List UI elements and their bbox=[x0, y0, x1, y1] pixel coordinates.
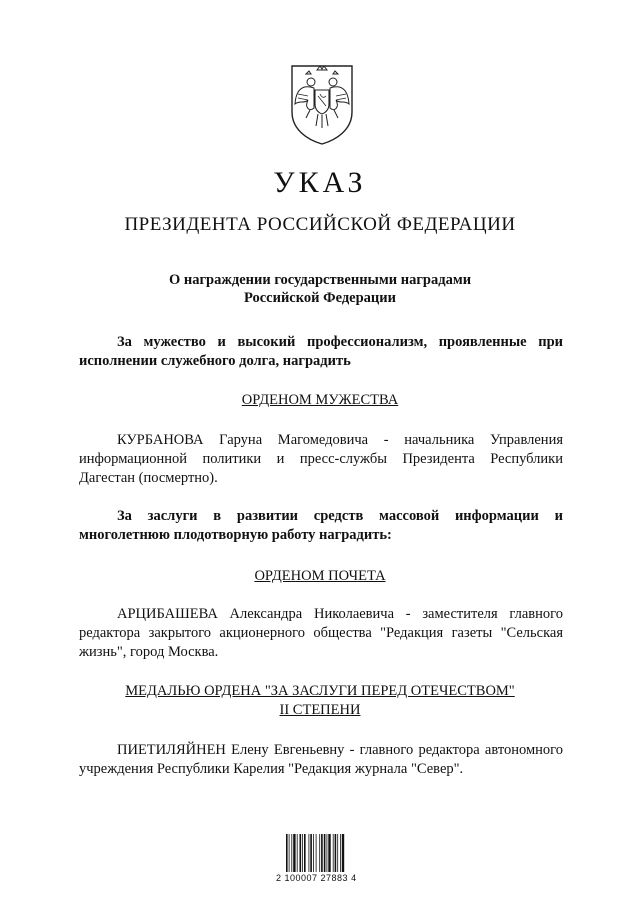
section2-award: ОРДЕНОМ ПОЧЕТА bbox=[254, 568, 386, 584]
page-subtitle: ПРЕЗИДЕНТА РОССИЙСКОЙ ФЕДЕРАЦИИ bbox=[124, 214, 516, 235]
section2-recipient: АРЦИБАШЕВА Александра Николаевича - заместителя главного редактора закрытого акционерного общества "Редакция газеты "Сельская жизнь", город Москва. bbox=[79, 606, 563, 660]
decree-subject-line2: Российской Федерации bbox=[243, 290, 396, 306]
barcode-icon bbox=[286, 834, 364, 872]
section3-award-line1: МЕДАЛЬЮ ОРДЕНА "ЗА ЗАСЛУГИ ПЕРЕД ОТЕЧЕСТВОМ" bbox=[125, 683, 515, 699]
russian-coat-of-arms-icon bbox=[284, 60, 360, 146]
barcode-number: 2 100007 27883 4 bbox=[276, 873, 357, 883]
section3-recipient: ПИЕТИЛЯЙНЕН Елену Евгеньевну - главного редактора автономного учреждения Республики Карелия "Редакция журнала "Север". bbox=[79, 742, 563, 777]
section1-award: ОРДЕНОМ МУЖЕСТВА bbox=[241, 392, 399, 408]
section1-intro: За мужество и высокий профессионализм, проявленные при исполнении служебного долга, наградить bbox=[79, 334, 563, 369]
section2-intro: За заслуги в развитии средств массовой информации и многолетнюю плодотворную работу наградить: bbox=[79, 508, 563, 543]
decree-subject-line1: О награждении государственными наградами bbox=[168, 272, 472, 288]
section3-award bbox=[0, 682, 640, 720]
section3-award-line2: II СТЕПЕНИ bbox=[279, 702, 361, 718]
section1-recipient: КУРБАНОВА Гаруна Магомедовича - начальника Управления информационной политики и пресс-службы Президента Республики Дагестан (посмертно). bbox=[79, 432, 563, 486]
decree-subject bbox=[60, 271, 580, 307]
page-title: УКАЗ bbox=[273, 166, 367, 199]
